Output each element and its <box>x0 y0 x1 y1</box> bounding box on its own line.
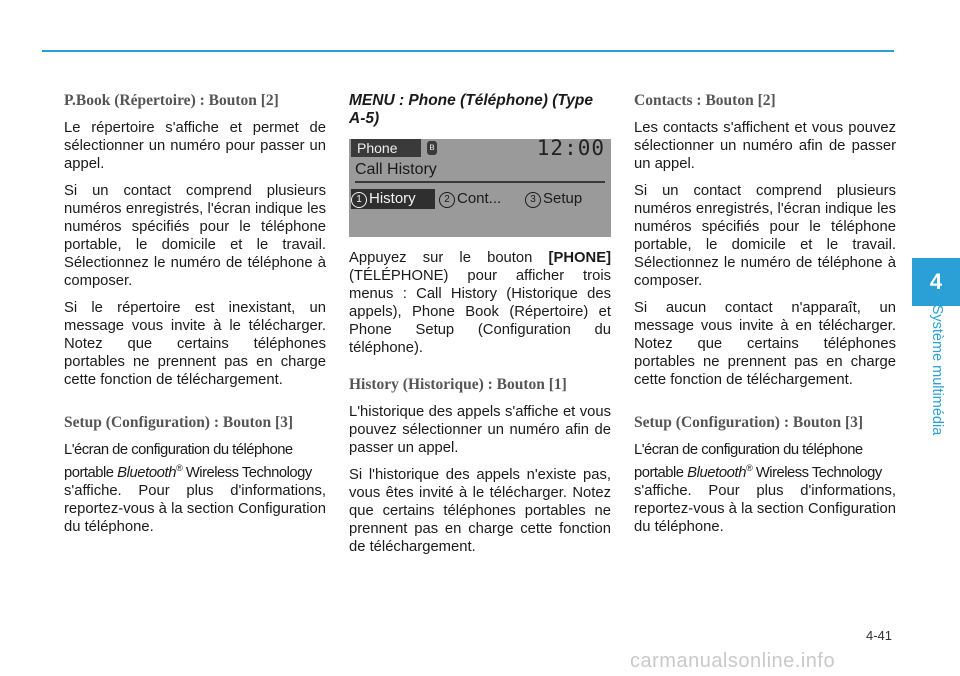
screen-subtitle: Call History <box>355 161 437 178</box>
setup-line-1: L'écran de configuration du téléphone <box>64 442 293 458</box>
contacts-heading: Contacts : Bouton [2] <box>634 92 776 109</box>
screen-tab-setup: 3 Setup <box>525 189 605 209</box>
setup-line-1-b: L'écran de configuration du téléphone <box>634 442 863 458</box>
pbook-paragraph-1: Le répertoire s'affiche et permet de sélectionner un numéro pour passer un appel. <box>64 120 326 172</box>
bluetooth-brand-b: Bluetooth <box>687 464 747 481</box>
screen-title: Phone <box>351 139 421 157</box>
chapter-label: Système multimédia <box>929 304 945 436</box>
screen-tabs <box>351 189 609 209</box>
setup-line-2 <box>64 459 326 482</box>
screen-tab-contacts: 2 Cont... <box>439 189 525 209</box>
menu-heading: MENU : Phone (Téléphone) (Type A-5) <box>349 92 593 127</box>
setup-heading: Setup (Configuration) : Bouton [3] <box>64 414 294 431</box>
chapter-number-tab: 4 <box>912 258 960 306</box>
wireless-technology: Wireless Technology <box>185 464 312 481</box>
pbook-heading: P.Book (Répertoire) : Bouton [2] <box>64 92 279 109</box>
setup-heading-2: Setup (Configuration) : Bouton [3] <box>634 414 864 431</box>
setup-line-2-b <box>634 459 896 482</box>
history-paragraph-1: L'historique des appels s'affiche et vous pouvez sélectionner un numéro afin de passer un appel. <box>349 404 611 456</box>
registered-mark-b: ® <box>746 463 753 473</box>
pbook-paragraph-2: Si un contact comprend plusieurs numéros enregistrés, l'écran indique les numéros spécifiés pour le téléphone portable, le domicile et le travail. Sélectionnez le numéro de téléphone à composer. <box>64 183 326 289</box>
setup-rest: s'affiche. Pour plus d'informations, reportez-vous à la section Configuration du téléphone. <box>64 482 326 535</box>
contacts-paragraph-1: Les contacts s'affichent et vous pouvez sélectionner un numéro afin de passer un appel. <box>634 120 896 172</box>
registered-mark: ® <box>176 463 183 473</box>
history-paragraph-2: Si l'historique des appels n'existe pas, vous êtes invité à le télécharger. Notez que certains téléphones portables ne prennent pas en charge cette fonction de téléchargement. <box>349 467 611 555</box>
setup-portable: portable <box>64 464 114 481</box>
page-number: 4-41 <box>865 628 892 643</box>
pbook-paragraph-3: Si le répertoire est inexistant, un message vous invite à le télécharger. Notez que certains téléphones portables ne prennent pas en charge cette fonction de téléchargement. <box>64 300 326 388</box>
wireless-technology-b: Wireless Technology <box>755 464 882 481</box>
column-right <box>634 92 896 545</box>
column-left <box>64 92 326 545</box>
screen-tab-history: 1 History <box>351 189 435 209</box>
setup-rest-b: s'affiche. Pour plus d'informations, reportez-vous à la section Configuration du téléphone. <box>634 482 896 535</box>
column-middle <box>349 92 611 565</box>
bluetooth-icon: ʙ <box>427 141 437 155</box>
screen-clock: 12:00 <box>536 139 605 160</box>
phone-button-label: [PHONE] <box>548 250 611 266</box>
contacts-paragraph-3: Si aucun contact n'apparaît, un message vous invite à en télécharger. Notez que certains téléphones portables ne prennent pas en charge cette fonction de téléchargement. <box>634 300 896 388</box>
contacts-paragraph-2: Si un contact comprend plusieurs numéros enregistrés, l'écran indique les numéros spécifiés pour le téléphone portable, le domicile et le travail. Sélectionnez le numéro de téléphone à composer. <box>634 183 896 289</box>
setup-portable-b: portable <box>634 464 684 481</box>
bluetooth-brand: Bluetooth <box>117 464 177 481</box>
press-paragraph: Appuyez sur le bouton [PHONE] (TÉLÉPHONE) pour afficher trois menus : Call History (Historique des appels), Phone Book (Répertoire) et Phone Setup (Configuration du téléphone). <box>349 250 611 356</box>
history-heading: History (Historique) : Bouton [1] <box>349 376 567 393</box>
phone-screen-image <box>349 139 611 237</box>
header-rule <box>42 50 894 52</box>
watermark: carmanualsonline.info <box>630 650 836 672</box>
